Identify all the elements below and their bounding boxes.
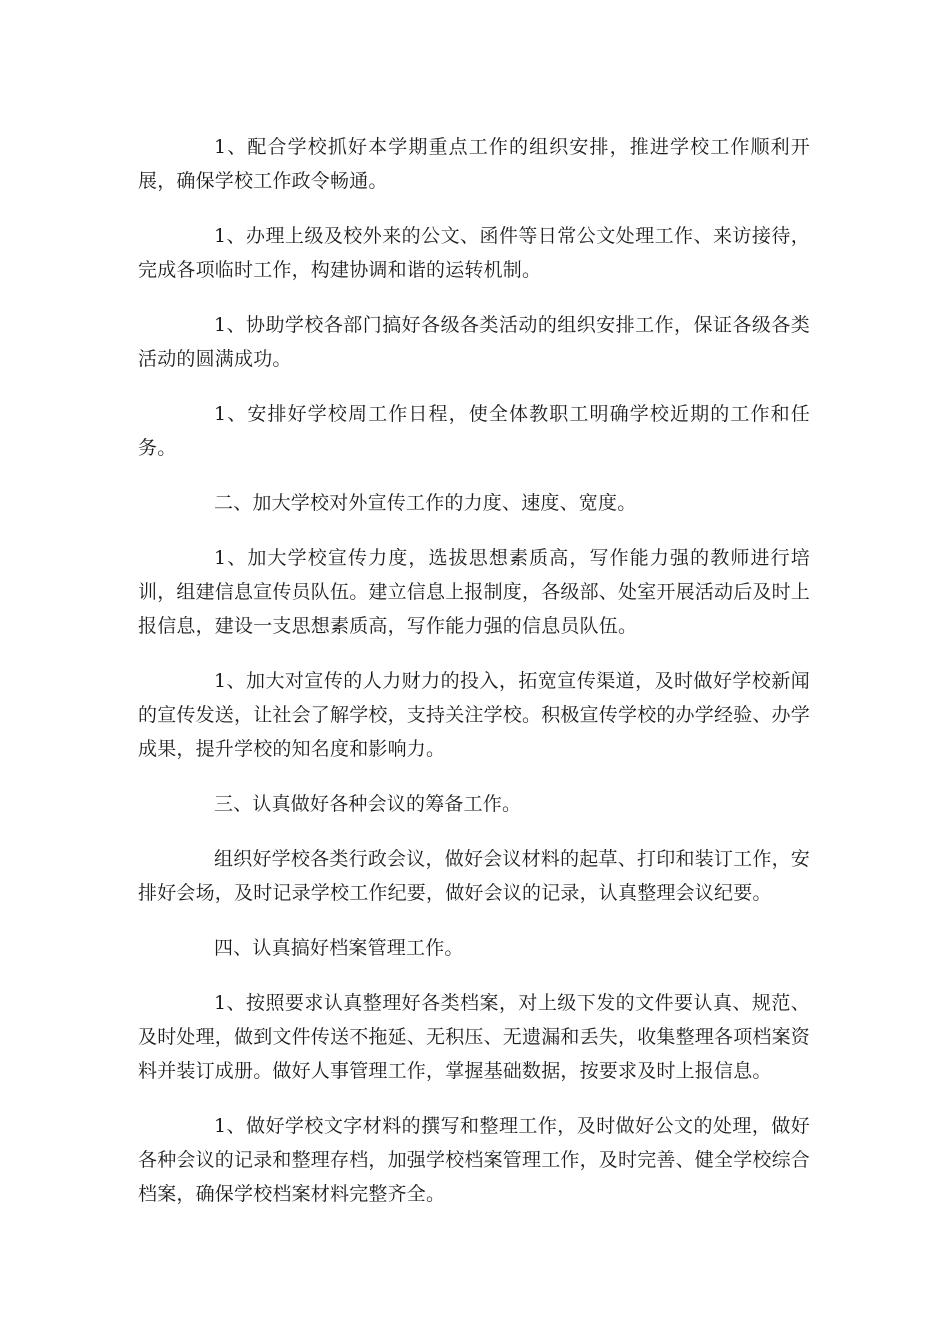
section-heading-3: 三、认真做好各种会议的筹备工作。 [214,793,522,815]
paragraph-7: 组织好学校各类行政会议，做好会议材料的起草、打印和装订工作，安排好会场，及时记录学校工作纪要，做好会议的记录，认真整理会议纪要。 [138,848,810,904]
document-body [138,130,810,1232]
paragraph-4: 1、安排好学校周工作日程，使全体教职工明确学校近期的工作和任务。 [138,403,810,459]
paragraph-8: 1、按照要求认真整理好各类档案，对上级下发的文件要认真、规范、及时处理，做到文件传送不拖延、无积压、无遗漏和丢失，收集整理各项档案资料并装订成册。做好人事管理工作，掌握基础数据，按要求及时上报信息。 [138,992,811,1082]
paragraph-3: 1、协助学校各部门搞好各级各类活动的组织安排工作，保证各级各类活动的圆满成功。 [138,314,810,370]
paragraph-6: 1、加大对宣传的人力财力的投入，拓宽宣传渠道，及时做好学校新闻的宣传发送，让社会了解学校，支持关注学校。积极宣传学校的办学经验、办学成果，提升学校的知名度和影响力。 [138,670,811,760]
paragraph-9: 1、做好学校文字材料的撰写和整理工作，及时做好公文的处理，做好各种会议的记录和整理存档，加强学校档案管理工作，及时完善、健全学校综合档案，确保学校档案材料完整齐全。 [138,1115,811,1205]
section-heading-4: 四、认真搞好档案管理工作。 [214,937,464,959]
paragraph-2: 1、办理上级及校外来的公文、函件等日常公文处理工作、来访接待，完成各项临时工作，构建协调和谐的运转机制。 [138,225,810,281]
section-heading-2: 二、加大学校对外宣传工作的力度、速度、宽度。 [214,492,637,514]
paragraph-1: 1、配合学校抓好本学期重点工作的组织安排，推进学校工作顺利开展，确保学校工作政令畅通。 [138,136,810,192]
paragraph-5: 1、加大学校宣传力度，选拔思想素质高，写作能力强的教师进行培训，组建信息宣传员队伍。建立信息上报制度，各级部、处室开展活动后及时上报信息，建设一支思想素质高，写作能力强的信息员队伍。 [138,547,811,637]
